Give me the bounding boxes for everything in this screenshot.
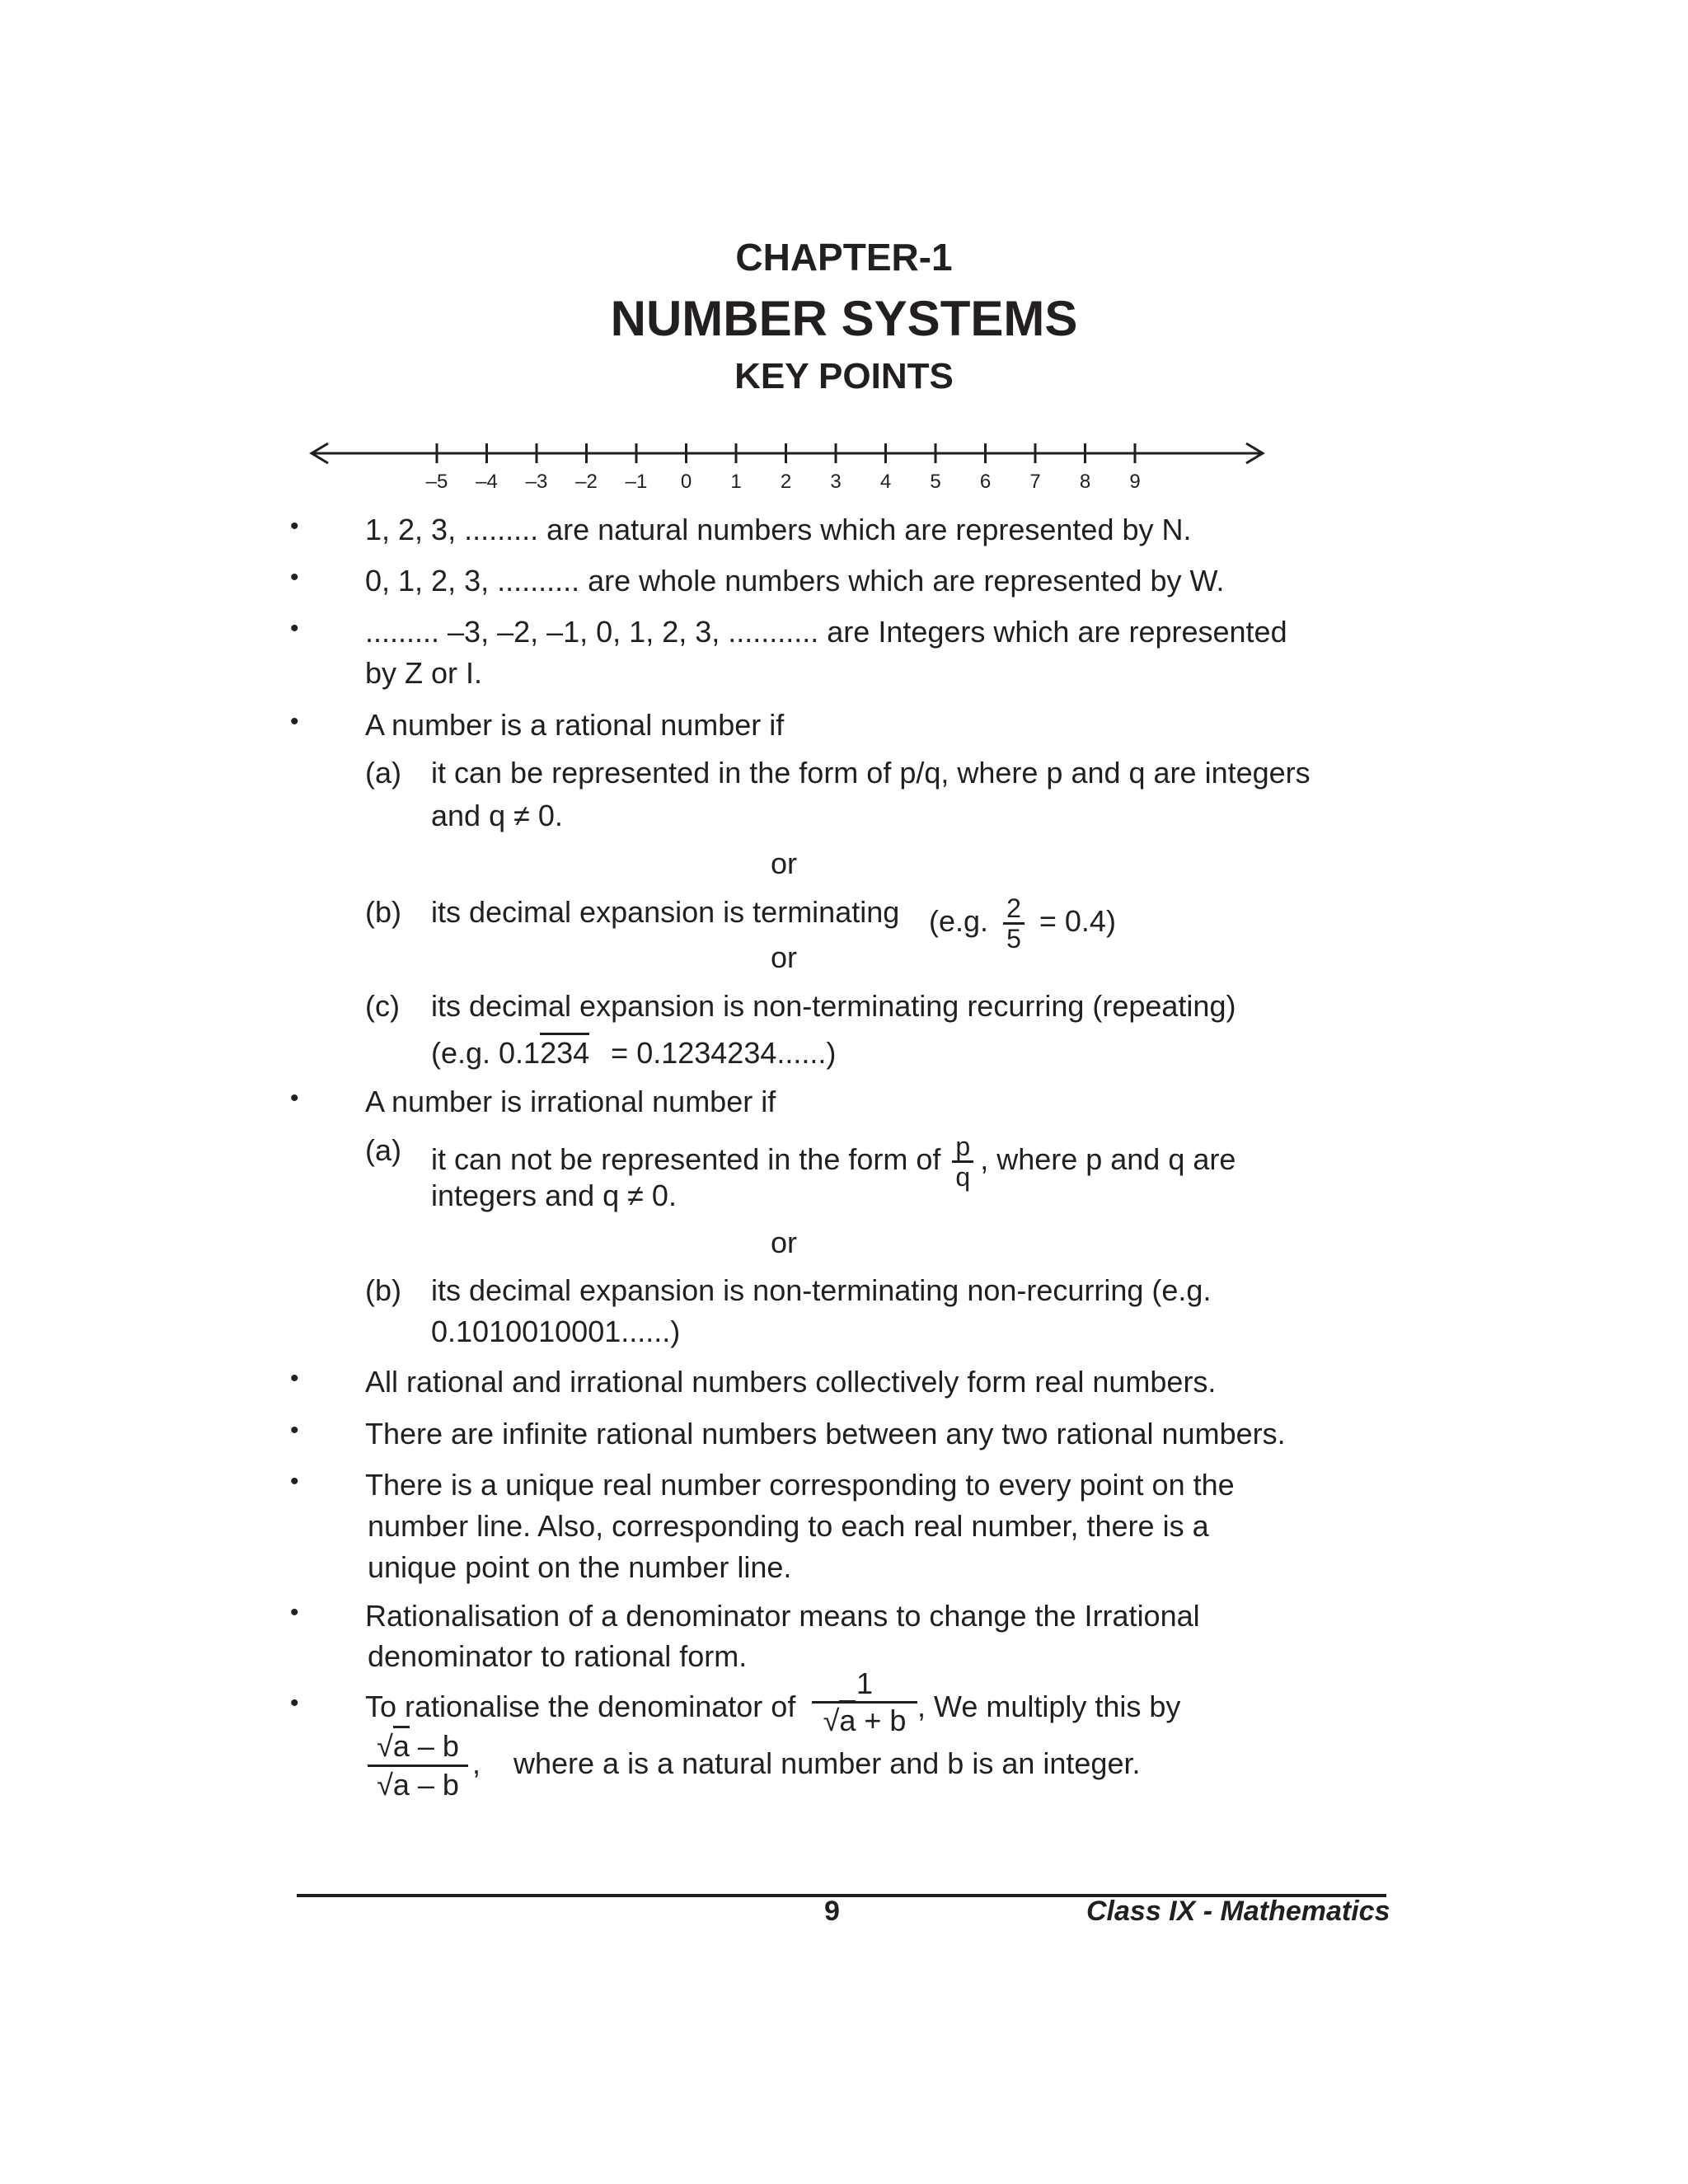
integers-text: ......... –3, –2, –1, 0, 1, 2, 3, ........... are Integers which are represented: [365, 615, 1287, 649]
number-line-tick-label: 0: [680, 471, 692, 493]
rational-a-text: it can be represented in the form of p/q, where p and q are integers: [431, 756, 1311, 790]
page-title: NUMBER SYSTEMS: [610, 291, 1078, 346]
bullet: •: [290, 513, 299, 540]
number-line: [305, 429, 1269, 494]
rationalisation-text-2: denominator to rational form.: [368, 1639, 748, 1673]
rationalise-text-2: , We multiply this by: [917, 1690, 1181, 1723]
irrational-a-label: (a): [365, 1133, 401, 1167]
fraction-conjugate: √a – b √a – b: [368, 1728, 468, 1803]
or-separator: or: [771, 1226, 798, 1259]
rational-b-example: (e.g. $\frac{2}{5}$ = 0.4): [929, 893, 1116, 954]
rational-b-text: its decimal expansion is terminating: [431, 895, 900, 929]
number-line-tick-label: 1: [730, 471, 742, 493]
number-line-tick-label: 4: [879, 471, 892, 493]
number-line-tick-label: 9: [1129, 471, 1141, 493]
number-line-tick-label: 8: [1079, 471, 1091, 493]
number-line-tick-label: –4: [476, 471, 498, 493]
bullet: •: [290, 1468, 299, 1495]
irrational-b-text: its decimal expansion is non-terminating non-recurring (e.g.: [431, 1273, 1212, 1307]
rational-a-label: (a): [365, 756, 401, 790]
number-line-tick-label: –5: [425, 471, 448, 493]
unique-point-text: There is a unique real number corresponding to every point on the: [365, 1468, 1235, 1502]
bullet: •: [290, 564, 299, 591]
rational-intro: A number is a rational number if: [365, 708, 785, 742]
rational-c-example: (e.g. 0.1234 = 0.1234234......): [431, 1035, 836, 1071]
infinite-rationals-text: There are infinite rational numbers between any two rational numbers.: [365, 1417, 1286, 1451]
page-subtitle: KEY POINTS: [734, 356, 954, 396]
or-separator: or: [771, 940, 798, 974]
bullet: •: [290, 1085, 299, 1112]
rational-c-label: (c): [365, 989, 400, 1023]
or-separator: or: [771, 846, 798, 880]
number-line-tick-label: 6: [979, 471, 992, 493]
irrational-a-text: it can not be represented in the form of $\frac{p}{q}$ , where p and q are: [431, 1132, 1236, 1192]
fraction-one-over-root-a-plus-b: 1 √a + b: [812, 1666, 917, 1738]
number-line-tick-label: –2: [575, 471, 598, 493]
unique-point-text-2: number line. Also, corresponding to each real number, there is a: [368, 1509, 1209, 1543]
number-line-tick-label: 3: [830, 471, 842, 493]
rational-a-text-2: and q ≠ 0.: [431, 799, 563, 832]
chapter-label: CHAPTER-1: [735, 236, 953, 279]
integers-text-2: by Z or I.: [365, 656, 483, 690]
bullet: •: [290, 1365, 299, 1392]
number-line-tick-label: –3: [525, 471, 548, 493]
irrational-intro: A number is irrational number if: [365, 1085, 776, 1118]
natural-numbers-text: 1, 2, 3, ......... are natural numbers which are represented by N.: [365, 513, 1192, 546]
rationalise-text: To rationalise the denominator of: [365, 1690, 796, 1723]
irrational-b-text-2: 0.1010010001......): [431, 1315, 681, 1348]
footer-class-label: Class IX - Mathematics: [1086, 1896, 1390, 1927]
recurring-bar: 234: [540, 1033, 589, 1070]
bullet: •: [290, 615, 299, 642]
rational-c-text: its decimal expansion is non-terminating recurring (repeating): [431, 989, 1236, 1023]
number-line-tick-label: –1: [625, 471, 648, 493]
irrational-b-label: (b): [365, 1273, 401, 1307]
comma: ,: [472, 1746, 481, 1780]
number-line-tick-label: 5: [930, 471, 941, 493]
irrational-a-text-2: integers and q ≠ 0.: [431, 1179, 677, 1212]
fraction-p-over-q: $\frac{p}{q}$: [952, 1132, 973, 1191]
rational-b-label: (b): [365, 895, 401, 929]
real-numbers-text: All rational and irrational numbers collectively form real numbers.: [365, 1365, 1217, 1399]
bullet: •: [290, 1690, 299, 1717]
bullet: •: [290, 1599, 299, 1626]
unique-point-text-3: unique point on the number line.: [368, 1550, 792, 1584]
where-text: where a is a natural number and b is an integer.: [513, 1746, 1141, 1780]
bullet: •: [290, 708, 299, 735]
bullet: •: [290, 1417, 299, 1444]
whole-numbers-text: 0, 1, 2, 3, .......... are whole numbers which are represented by W.: [365, 564, 1225, 598]
fraction-two-fifths: $\frac{2}{5}$: [1003, 894, 1025, 953]
page-number: 9: [824, 1896, 840, 1927]
number-line-tick-label: 2: [780, 471, 792, 493]
rationalisation-text: Rationalisation of a denominator means to change the Irrational: [365, 1599, 1200, 1633]
number-line-tick-label: 7: [1029, 471, 1041, 493]
